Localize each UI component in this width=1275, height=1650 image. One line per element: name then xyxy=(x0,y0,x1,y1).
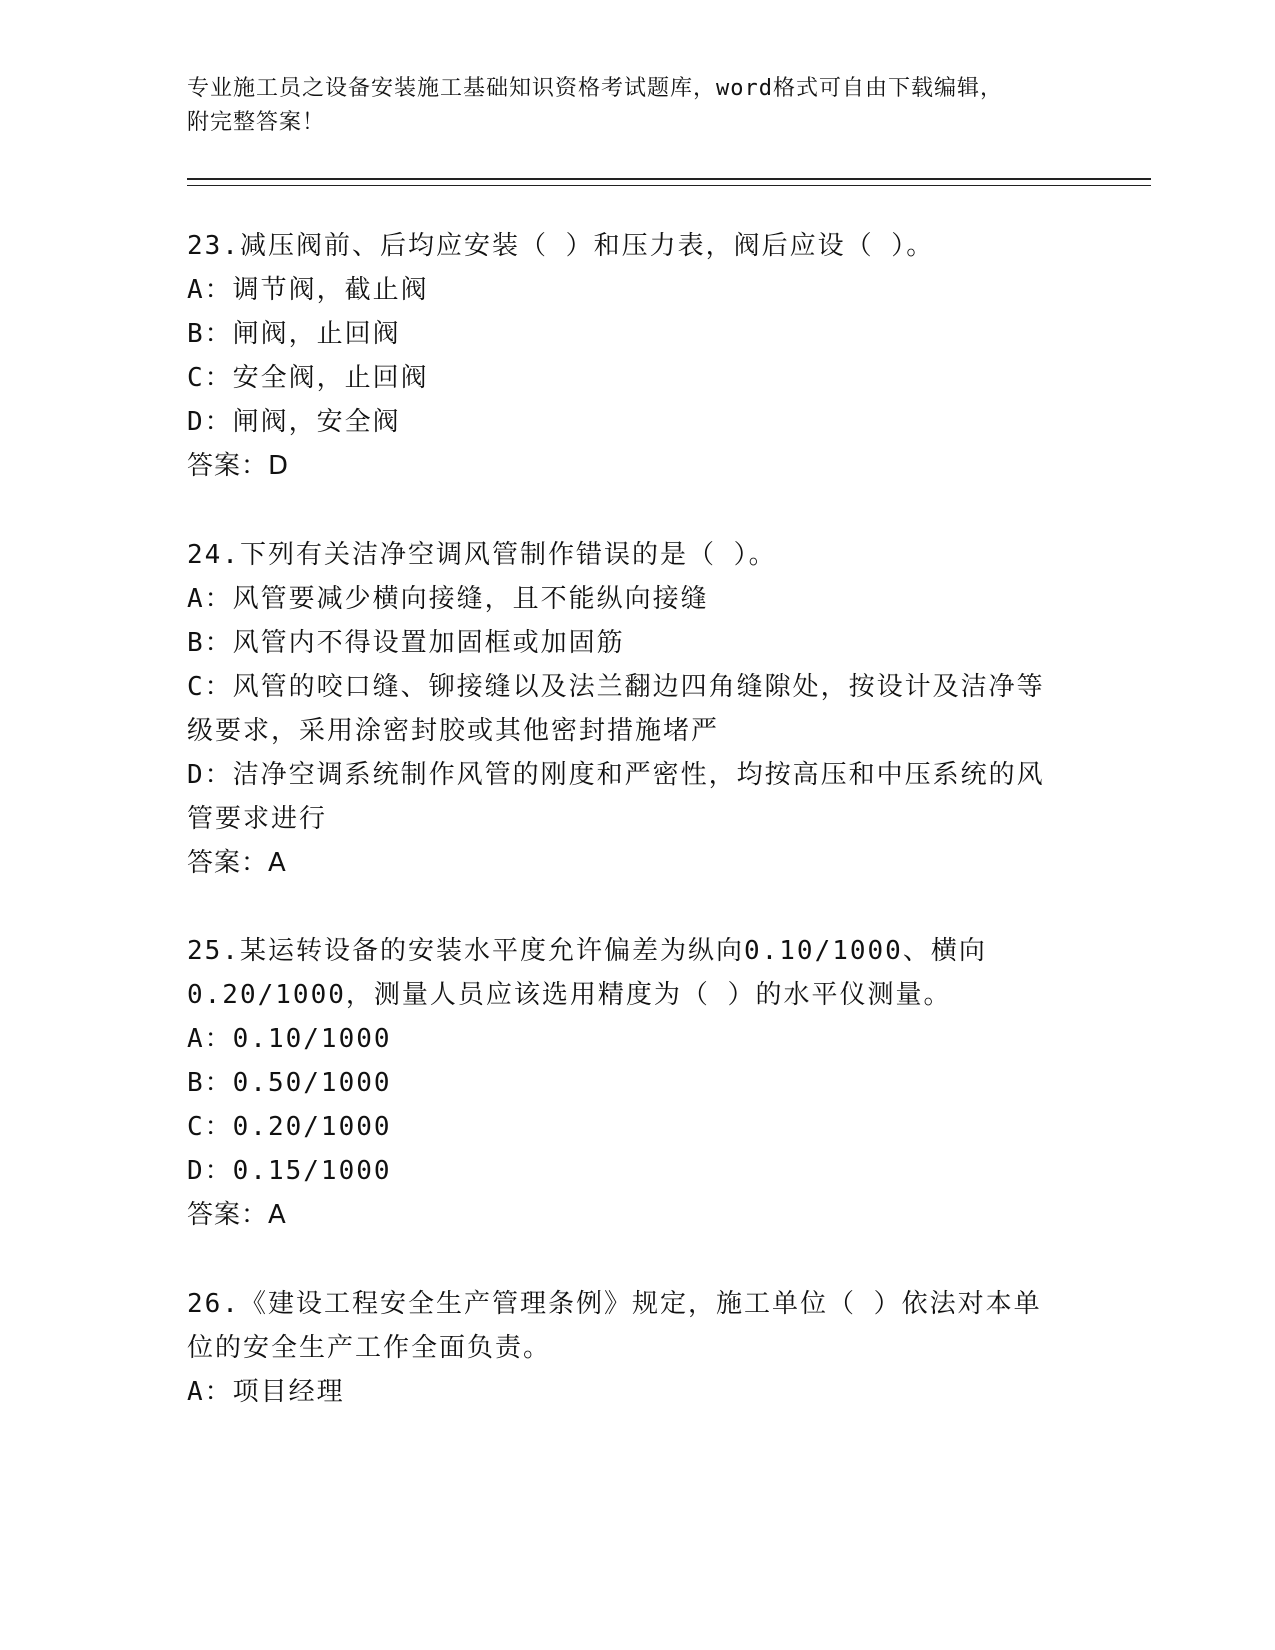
question-23-stem: 23.减压阀前、后均应安装（ ）和压力表，阀后应设（ ）。 xyxy=(187,231,935,261)
question-24-answer: 答案：A xyxy=(187,848,287,878)
question-24-option-c-line-2: 级要求，采用涂密封胶或其他密封措施堵严 xyxy=(187,716,720,746)
question-24-option-a: A：风管要减少横向接缝，且不能纵向接缝 xyxy=(187,584,709,614)
question-24-option-c-line-1: C：风管的咬口缝、铆接缝以及法兰翻边四角缝隙处，按设计及洁净等 xyxy=(187,672,1045,702)
question-23-answer: 答案：D xyxy=(187,451,290,481)
question-26-option-a: A：项目经理 xyxy=(187,1377,345,1407)
header-line-2: 附完整答案！ xyxy=(187,110,326,135)
question-25-option-c: C：0.20/1000 xyxy=(187,1112,392,1142)
header-line-1: 专业施工员之设备安装施工基础知识资格考试题库，word格式可自由下载编辑， xyxy=(187,76,1003,101)
question-25-option-b: B：0.50/1000 xyxy=(187,1068,392,1098)
header-divider xyxy=(187,178,1151,186)
question-24-stem: 24.下列有关洁净空调风管制作错误的是（ ）。 xyxy=(187,540,777,570)
question-24-option-b: B：风管内不得设置加固框或加固筋 xyxy=(187,628,625,658)
question-24-option-d-line-2: 管要求进行 xyxy=(187,804,328,834)
question-23-option-a: A：调节阀，截止阀 xyxy=(187,275,429,305)
question-25-stem-line-2: 0.20/1000，测量人员应该选用精度为（ ）的水平仪测量。 xyxy=(187,980,952,1010)
question-24-option-d-line-1: D：洁净空调系统制作风管的刚度和严密性，均按高压和中压系统的风 xyxy=(187,760,1045,790)
question-25-option-a: A：0.10/1000 xyxy=(187,1024,392,1054)
question-25-option-d: D：0.15/1000 xyxy=(187,1156,392,1186)
question-25-answer: 答案：A xyxy=(187,1200,287,1230)
question-25-stem-line-1: 25.某运转设备的安装水平度允许偏差为纵向0.10/1000、横向 xyxy=(187,936,987,966)
document-header xyxy=(187,72,1067,140)
question-23-option-c: C：安全阀，止回阀 xyxy=(187,363,429,393)
question-23-option-b: B：闸阀，止回阀 xyxy=(187,319,401,349)
question-26-stem-line-2: 位的安全生产工作全面负责。 xyxy=(187,1333,552,1363)
question-26-stem-line-1: 26.《建设工程安全生产管理条例》规定，施工单位（ ）依法对本单 xyxy=(187,1289,1042,1319)
question-23-option-d: D：闸阀，安全阀 xyxy=(187,407,401,437)
